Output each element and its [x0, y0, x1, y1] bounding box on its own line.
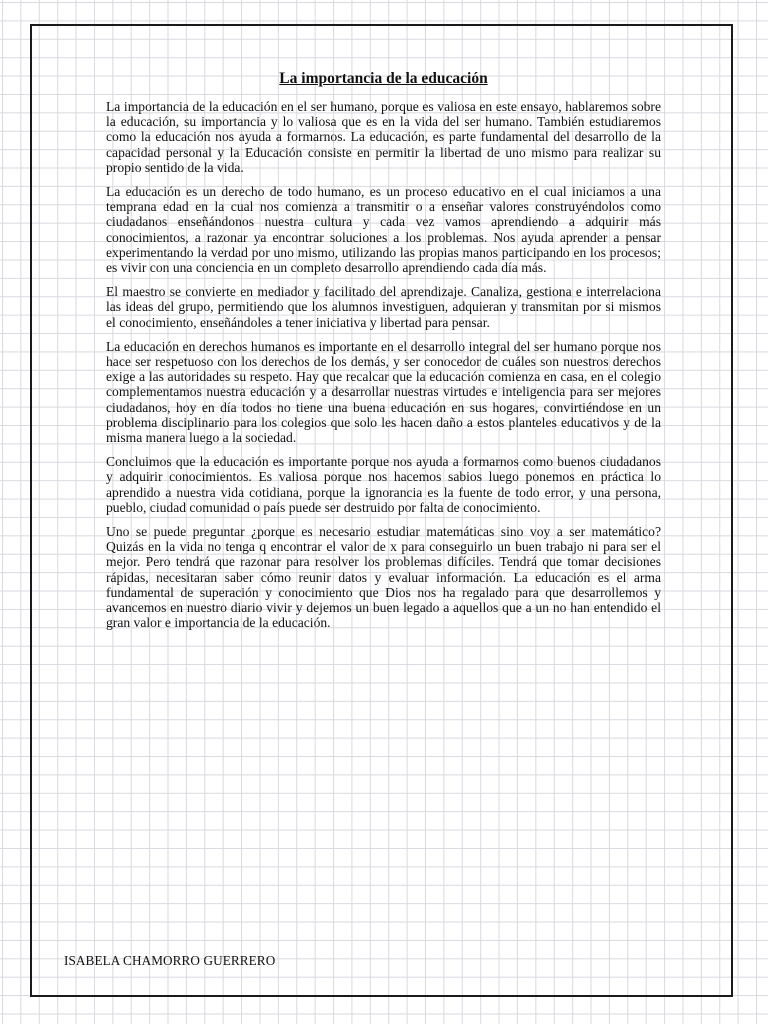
paragraph-teacher-role: El maestro se convierte en mediador y facilitado del aprendizaje. Canaliza, gestiona e interrelaciona las ideas del grupo, permitiendo que los alumnos investiguen, adquieran y transmitan por si mismos el conocimiento, enseñándoles a tener iniciativa y libertad para pensar. — [106, 284, 661, 330]
document-body — [106, 70, 661, 640]
paragraph-conclusion: Concluimos que la educación es importante porque nos ayuda a formarnos como buenos ciudadanos y adquirir conocimientos. Es valiosa porque nos hacemos sabios luego ponemos en práctica lo aprendido a nuestra vida cotidiana, porque la ignorancia es la fuente de todo error, y una persona, pueblo, ciudad comunidad o país puede ser destruido por falta de conocimiento. — [106, 454, 661, 515]
paragraph-intro: La importancia de la educación en el ser humano, porque es valiosa en este ensayo, hablaremos sobre la educación, su importancia y lo valiosa que es en la vida del ser humano. También estudiaremos como la educación nos ayuda a formarnos. La educación, es parte fundamental del desarrollo de la capacidad personal y la Educación consiste en permitir la libertad de uno mismo para realizar su propio sentido de la vida. — [106, 99, 661, 175]
paragraph-mathematics: Uno se puede preguntar ¿porque es necesario estudiar matemáticas sino voy a ser matemático? Quizás en la vida no tenga q encontrar el valor de x para conseguirlo un buen trabajo ni para ser el mejor. Pero tendrá que razonar para resolver los problemas difíciles. Tendrá que tomar decisiones rápidas, necesitaran saber cómo reunir datos y evaluar información. La educación es el arma fundamental de superación y conocimiento que Dios nos ha regalado para que desarrollemos y avancemos en nuestro diario vivir y dejemos un buen legado a aquellos que a un no han entendido el gran valor e importancia de la educación. — [106, 524, 661, 631]
paragraph-human-rights: La educación en derechos humanos es importante en el desarrollo integral del ser humano porque nos hace ser respetuoso con los derechos de los demás, y ser conocedor de cuáles son nuestros derechos exige a las autoridades su respeto. Hay que recalcar que la educación comienza en casa, en el colegio complementamos nuestra educación y a desarrollar nuestras virtudes e inteligencia para ser mejores ciudadanos, hoy en día todos no tiene una buena educación en sus hogares, convirtiéndose en un problema disciplinario para los colegios que solo les hacen daño a estos planteles educativos y de la misma manera luego a la sociedad. — [106, 338, 661, 446]
document-title: La importancia de la educación — [279, 70, 488, 87]
paragraph-right-to-education: La educación es un derecho de todo humano, es un proceso educativo en el cual iniciamos a una temprana edad en la cual nos comienza a transmitir o a enseñar valores construyéndolos como ciudadanos enseñándonos nuestra cultura y cada vez vamos aprendiendo a adquirir más conocimientos, a razonar ya encontrar soluciones a los problemas. Nos ayuda aprender a pensar experimentando la verdad por uno mismo, utilizando las propias manos participando en los procesos; es vivir con una conciencia en un completo desarrollo aprendiendo cada día más. — [106, 184, 661, 276]
author-name: ISABELA CHAMORRO GUERRERO — [64, 953, 276, 968]
